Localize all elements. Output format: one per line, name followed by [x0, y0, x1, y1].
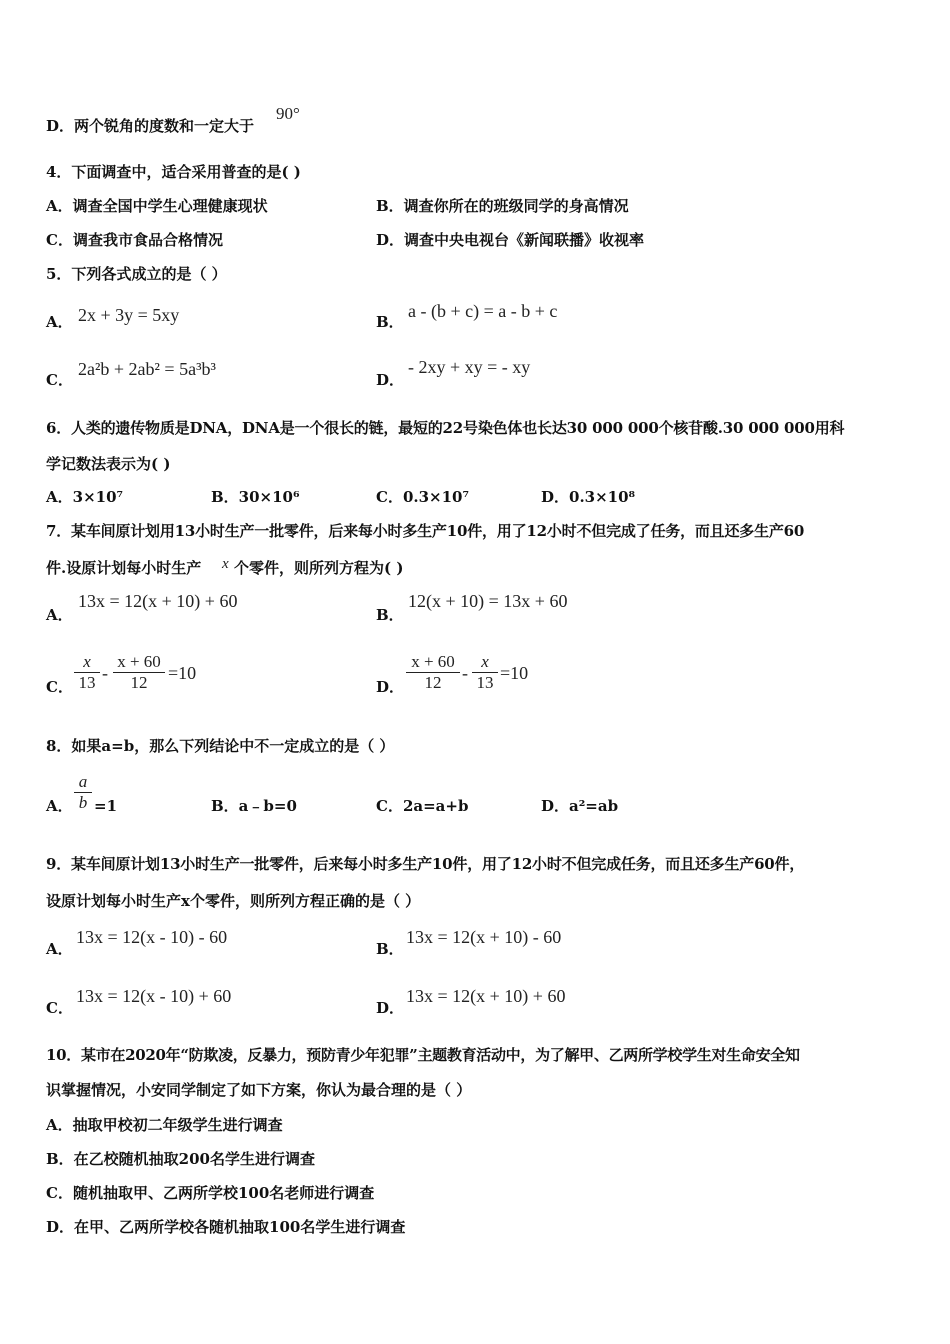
q7-option-c-fraction2 [113, 652, 165, 693]
q9-option-a-label: A． [46, 940, 73, 958]
q9-option-a-math: 13x = 12(x - 10) - 60 [76, 927, 228, 947]
q10-stem-line2: 识掌握情况，小安同学制定了如下方案，你认为最合理的是（ ） [46, 1081, 472, 1099]
q7-option-b-math: 12(x + 10) = 13x + 60 [408, 591, 568, 611]
q8-option-a-label: A． [46, 797, 73, 815]
q7-stem-variable: x [222, 556, 229, 572]
q10-option-b: B．在乙校随机抽取200名学生进行调查 [46, 1150, 315, 1168]
q5-option-b-label: B． [376, 313, 404, 331]
q8-option-d: D．a²=ab [541, 797, 619, 815]
q4-option-b: B．调查你所在的班级同学的身高情况 [376, 197, 629, 215]
q4-option-d: D．调查中央电视台《新闻联播》收视率 [376, 231, 645, 249]
q7-option-d-fraction1 [406, 652, 460, 693]
q9-option-d-label: D． [376, 999, 405, 1017]
q8-option-c: C．2a=a+b [376, 797, 469, 815]
q7-stem-line2-a: 件.设原计划每小时生产 [46, 559, 202, 577]
q10-option-a: A．抽取甲校初二年级学生进行调查 [46, 1116, 283, 1134]
q9-option-d-math: 13x = 12(x + 10) + 60 [406, 986, 566, 1006]
q6-stem-line2: 学记数法表示为( ) [46, 455, 171, 473]
q7-option-d-fraction2 [472, 652, 498, 693]
q7-d-minus: - [462, 663, 468, 683]
q9-option-c-label: C． [46, 999, 73, 1017]
q10-stem-line1: 10．某市在2020年“防欺凌，反暴力，预防青少年犯罪”主题教育活动中，为了解甲、乙两所学校学生对生命安全知 [46, 1046, 800, 1064]
q6-option-a: A．3×10⁷ [46, 488, 124, 506]
q7-option-a-label: A． [46, 606, 73, 624]
q5-option-a-math: 2x + 3y = 5xy [78, 305, 180, 325]
q6-option-c: C．0.3×10⁷ [376, 488, 470, 506]
q7-option-c-label: C． [46, 678, 73, 696]
q6-option-d: D．0.3×10⁸ [541, 488, 636, 506]
q7-option-d-label: D． [376, 678, 405, 696]
q7-d-fraction2-numerator: x [472, 652, 498, 673]
q9-stem-line2: 设原计划每小时生产x个零件，则所列方程正确的是（ ） [46, 892, 421, 910]
q3-option-d-text: 两个锐角的度数和一定大于 [74, 117, 255, 135]
q5-stem: 5．下列各式成立的是（ ） [46, 265, 227, 283]
q7-option-b-label: B． [376, 606, 404, 624]
q10-option-c: C．随机抽取甲、乙两所学校100名老师进行调查 [46, 1184, 375, 1202]
q7-d-fraction1-denominator: 12 [424, 673, 442, 692]
q7-d-rhs: =10 [500, 663, 529, 683]
q3-option-d-math: 90° [276, 104, 300, 123]
q7-c-fraction1-numerator: x [74, 652, 100, 673]
q7-option-a-math: 13x = 12(x + 10) + 60 [78, 591, 238, 611]
q4-option-c: C．调查我市食品合格情况 [46, 231, 223, 249]
q6-option-b: B．30×10⁶ [211, 488, 300, 506]
q5-option-a-label: A． [46, 313, 73, 331]
q4-stem: 4．下面调查中，适合采用普查的是( ) [46, 163, 301, 181]
q9-option-b-label: B． [376, 940, 404, 958]
q7-d-fraction2-denominator: 13 [476, 673, 494, 692]
q7-option-c-fraction1 [74, 652, 100, 693]
q4-option-a: A．调查全国中学生心理健康现状 [46, 197, 268, 215]
q8-a-numerator: a [74, 772, 92, 793]
q10-option-d: D．在甲、乙两所学校各随机抽取100名学生进行调查 [46, 1218, 406, 1236]
q7-d-fraction1-numerator: x + 60 [406, 652, 460, 673]
q7-c-fraction2-denominator: 12 [130, 673, 148, 692]
q7-stem-line1: 7．某车间原计划用13小时生产一批零件，后来每小时多生产10件，用了12小时不但完成了任务，而且还多生产60 [46, 522, 805, 540]
q8-stem: 8．如果a=b，那么下列结论中不一定成立的是（ ） [46, 737, 395, 755]
q5-option-c-math: 2a²b + 2ab² = 5a³b³ [78, 359, 216, 379]
q8-option-a-fraction [74, 772, 92, 813]
q5-option-c-label: C． [46, 371, 73, 389]
q8-a-denominator: b [78, 793, 88, 812]
q3-option-d-label: D． [46, 117, 75, 135]
q6-stem-line1: 6．人类的遗传物质是DNA，DNA是一个很长的链，最短的22号染色体也长达30 000 000个核苷酸.30 000 000用科 [46, 419, 845, 437]
q9-stem-line1: 9．某车间原计划13小时生产一批零件，后来每小时多生产10件，用了12小时不但完成任务，而且还多生产60件， [46, 855, 805, 873]
q9-option-b-math: 13x = 12(x + 10) - 60 [406, 927, 562, 947]
q5-option-b-math: a - (b + c) = a - b + c [408, 301, 558, 321]
q5-option-d-math: - 2xy + xy = - xy [408, 357, 531, 377]
q7-c-fraction1-denominator: 13 [78, 673, 96, 692]
q7-c-fraction2-numerator: x + 60 [113, 652, 165, 673]
q8-option-b: B．a﹣b=0 [211, 797, 297, 815]
q7-c-rhs: =10 [168, 663, 197, 683]
q8-option-a-rhs: =1 [94, 797, 118, 815]
q7-c-minus: - [102, 663, 108, 683]
q5-option-d-label: D． [376, 371, 405, 389]
q7-stem-line2-b: 个零件，则所列方程为( ) [234, 559, 404, 577]
q9-option-c-math: 13x = 12(x - 10) + 60 [76, 986, 232, 1006]
